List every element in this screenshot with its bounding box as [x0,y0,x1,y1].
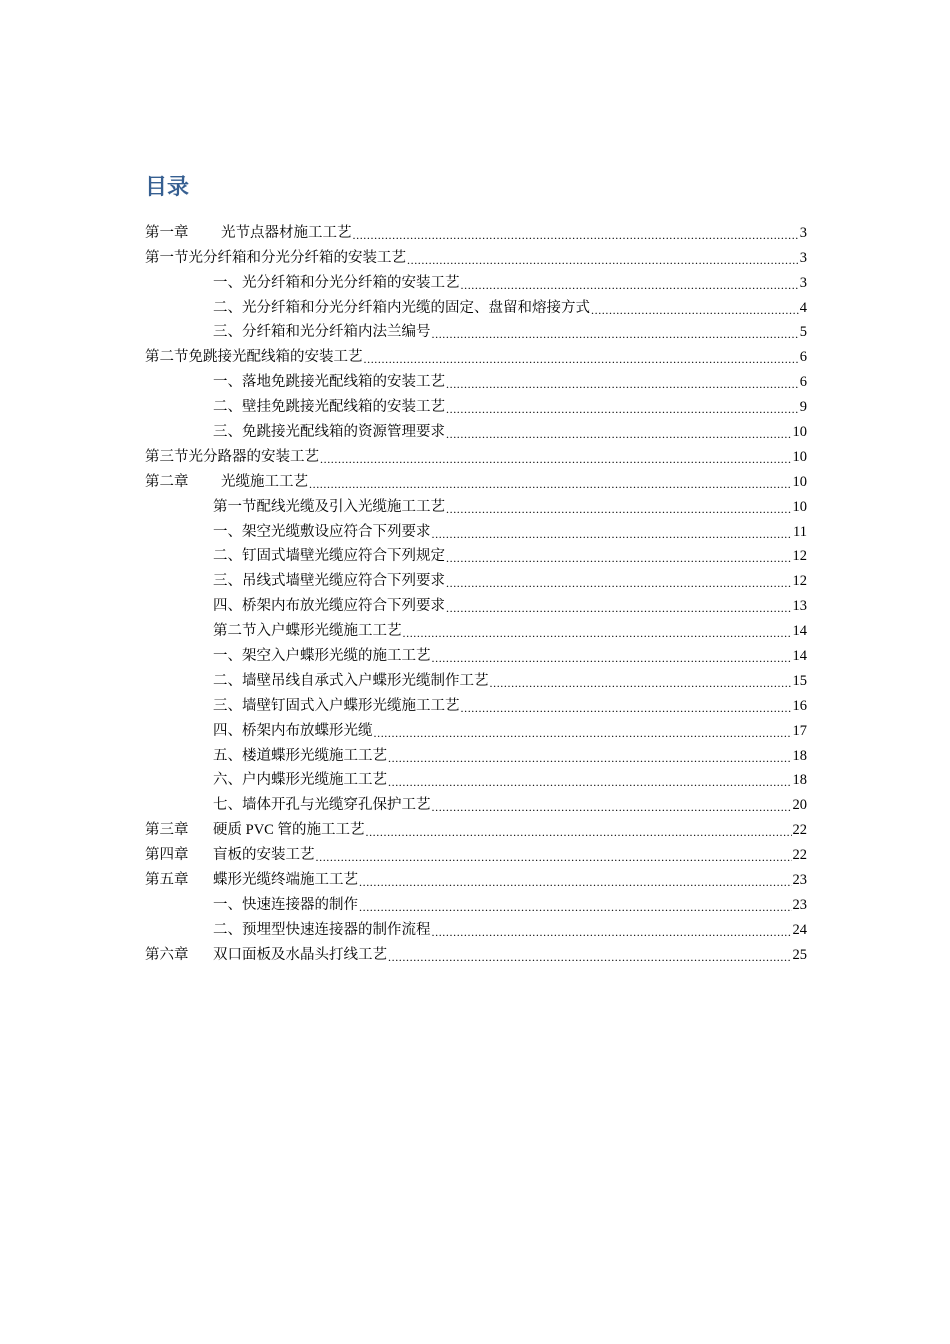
toc-dot-leader [446,546,792,566]
toc-entry-14[interactable] [145,542,807,567]
toc-entry-text: 二、壁挂免跳接光配线箱的安装工艺 [213,399,445,416]
toc-entry-text: 五、楼道蝶形光缆施工工艺 [213,747,387,764]
toc-dot-leader [353,223,799,243]
toc-entry-text: 三、墙壁钉固式入户蝶形光缆施工工艺 [213,697,460,714]
toc-entry-page-number: 5 [799,324,807,341]
toc-entry-text: 一、架空入户蝶形光缆的施工工艺 [213,648,431,665]
toc-entry-23[interactable] [145,766,807,791]
toc-entry-18[interactable] [145,641,807,666]
toc-entry-page-number: 23 [792,872,807,889]
toc-entry-text: 一、落地免跳接光配线箱的安装工艺 [213,374,445,391]
toc-dot-leader [432,522,793,542]
toc-dot-leader [320,447,792,467]
toc-entry-text: 四、桥架内布放蝶形光缆 [213,722,373,739]
toc-entry-28[interactable] [145,890,807,915]
toc-dot-leader [309,472,792,492]
toc-entry-text: 三、吊线式墙壁光缆应符合下列要求 [213,573,445,590]
toc-entry-text: 一、快速连接器的制作 [213,896,358,913]
toc-entry-17[interactable] [145,616,807,641]
toc-entry-26[interactable] [145,840,807,865]
toc-entry-page-number: 17 [792,722,807,739]
toc-entry-page-number: 18 [792,747,807,764]
toc-dot-leader [461,696,792,716]
toc-entry-text: 三、分纤箱和光分纤箱内法兰编号 [213,324,431,341]
toc-entry-text: 二、钉固式墙壁光缆应符合下列规定 [213,548,445,565]
toc-entry-page-number: 3 [799,224,807,241]
toc-entry-page-number: 3 [799,249,807,266]
toc-dot-leader [490,671,792,691]
toc-entry-page-number: 14 [792,648,807,665]
toc-entry-10[interactable] [145,442,807,467]
toc-entry-page-number: 18 [792,772,807,789]
toc-entry-12[interactable] [145,492,807,517]
toc-entry-5[interactable] [145,318,807,343]
toc-entry-page-number: 10 [792,473,807,490]
toc-entry-text: 四、桥架内布放光缆应符合下列要求 [213,598,445,615]
toc-entry-30[interactable] [145,940,807,965]
toc-dot-leader [432,920,792,940]
toc-dot-leader [365,820,791,840]
toc-entry-prefix: 第五章 [145,872,189,889]
toc-entry-page-number: 20 [792,797,807,814]
toc-entry-page-number: 4 [799,299,807,316]
toc-entry-page-number: 9 [799,399,807,416]
toc-dot-leader [374,721,792,741]
toc-entry-text: 盲板的安装工艺 [213,847,315,864]
toc-entry-4[interactable] [145,293,807,318]
toc-entry-prefix: 第四章 [145,847,189,864]
toc-entry-text: 配线光缆及引入光缆施工工艺 [256,498,445,515]
toc-entry-text: 蝶形光缆终端施工工艺 [213,872,358,889]
toc-entry-text: 硬质 PVC 管的施工工艺 [213,822,365,839]
toc-dot-leader [403,621,792,641]
toc-entry-29[interactable] [145,915,807,940]
toc-entry-page-number: 11 [793,523,807,540]
toc-dot-leader [359,895,792,915]
toc-entry-16[interactable] [145,591,807,616]
toc-title: 目录 [145,175,190,200]
toc-entry-page-number: 6 [799,374,807,391]
toc-entry-text: 三、免跳接光配线箱的资源管理要求 [213,424,445,441]
toc-dot-leader [316,845,792,865]
toc-entry-prefix: 第三章 [145,822,189,839]
toc-entry-page-number: 12 [792,573,807,590]
toc-entry-19[interactable] [145,666,807,691]
toc-entry-text: 光节点器材施工工艺 [221,224,352,241]
toc-entry-page-number: 15 [792,672,807,689]
toc-entry-3[interactable] [145,268,807,293]
toc-dot-leader [446,497,792,517]
toc-entry-text: 双口面板及水晶头打线工艺 [213,946,387,963]
toc-entry-20[interactable] [145,691,807,716]
toc-entry-prefix: 第六章 [145,946,189,963]
toc-entry-25[interactable] [145,815,807,840]
toc-entry-6[interactable] [145,342,807,367]
toc-entry-prefix: 第三节 [145,448,189,465]
toc-entry-prefix: 第一节 [213,498,257,515]
toc-dot-leader [388,770,792,790]
toc-entry-page-number: 16 [792,697,807,714]
toc-entry-prefix: 第一章 [145,224,189,241]
toc-entry-text: 免跳接光配线箱的安装工艺 [188,349,363,366]
toc-entry-text: 七、墙体开孔与光缆穿孔保护工艺 [213,797,431,814]
toc-dot-leader [388,945,792,965]
toc-entry-text: 二、墙壁吊线自承式入户蝶形光缆制作工艺 [213,672,489,689]
toc-entry-text: 光缆施工工艺 [221,473,308,490]
toc-entry-text: 一、光分纤箱和分光分纤箱的安装工艺 [213,274,460,291]
toc-list [145,218,807,965]
toc-entry-2[interactable] [145,243,807,268]
toc-entry-page-number: 10 [792,424,807,441]
toc-entry-page-number: 13 [792,598,807,615]
toc-entry-9[interactable] [145,417,807,442]
toc-entry-21[interactable] [145,716,807,741]
toc-entry-text: 第二节入户蝶形光缆施工工艺 [213,623,402,640]
toc-entry-text: 光分路器的安装工艺 [188,448,319,465]
toc-entry-page-number: 6 [799,349,807,366]
toc-entry-text: 二、预埋型快速连接器的制作流程 [213,921,431,938]
toc-entry-page-number: 22 [792,822,807,839]
toc-dot-leader [364,347,799,367]
toc-entry-prefix: 第二章 [145,473,189,490]
toc-entry-page-number: 24 [792,921,807,938]
toc-entry-text: 光分纤箱和分光分纤箱的安装工艺 [188,249,406,266]
toc-dot-leader [359,870,792,890]
toc-dot-leader [407,248,799,268]
toc-dot-leader [388,746,792,766]
toc-dot-leader [591,298,799,318]
toc-entry-text: 六、户内蝶形光缆施工工艺 [213,772,387,789]
toc-entry-page-number: 12 [792,548,807,565]
toc-entry-1[interactable] [145,218,807,243]
toc-entry-page-number: 22 [792,847,807,864]
toc-entry-24[interactable] [145,790,807,815]
toc-dot-leader [432,322,799,342]
toc-entry-text: 一、架空光缆敷设应符合下列要求 [213,523,431,540]
toc-entry-27[interactable] [145,865,807,890]
toc-entry-prefix: 第二节 [145,349,189,366]
toc-entry-page-number: 10 [792,448,807,465]
toc-dot-leader [461,273,799,293]
toc-dot-leader [446,397,799,417]
toc-entry-11[interactable] [145,467,807,492]
toc-dot-leader [446,372,799,392]
toc-entry-prefix: 第一节 [145,249,189,266]
toc-dot-leader [432,795,792,815]
toc-entry-8[interactable] [145,392,807,417]
toc-entry-text: 二、光分纤箱和分光分纤箱内光缆的固定、盘留和熔接方式 [213,299,590,316]
toc-entry-15[interactable] [145,566,807,591]
toc-entry-7[interactable] [145,367,807,392]
toc-entry-page-number: 23 [792,896,807,913]
toc-dot-leader [446,422,792,442]
toc-dot-leader [446,596,792,616]
toc-entry-13[interactable] [145,517,807,542]
toc-entry-22[interactable] [145,741,807,766]
toc-entry-page-number: 10 [792,498,807,515]
toc-dot-leader [446,571,792,591]
toc-dot-leader [432,646,792,666]
toc-entry-page-number: 25 [792,946,807,963]
toc-entry-page-number: 3 [799,274,807,291]
toc-entry-page-number: 14 [792,623,807,640]
